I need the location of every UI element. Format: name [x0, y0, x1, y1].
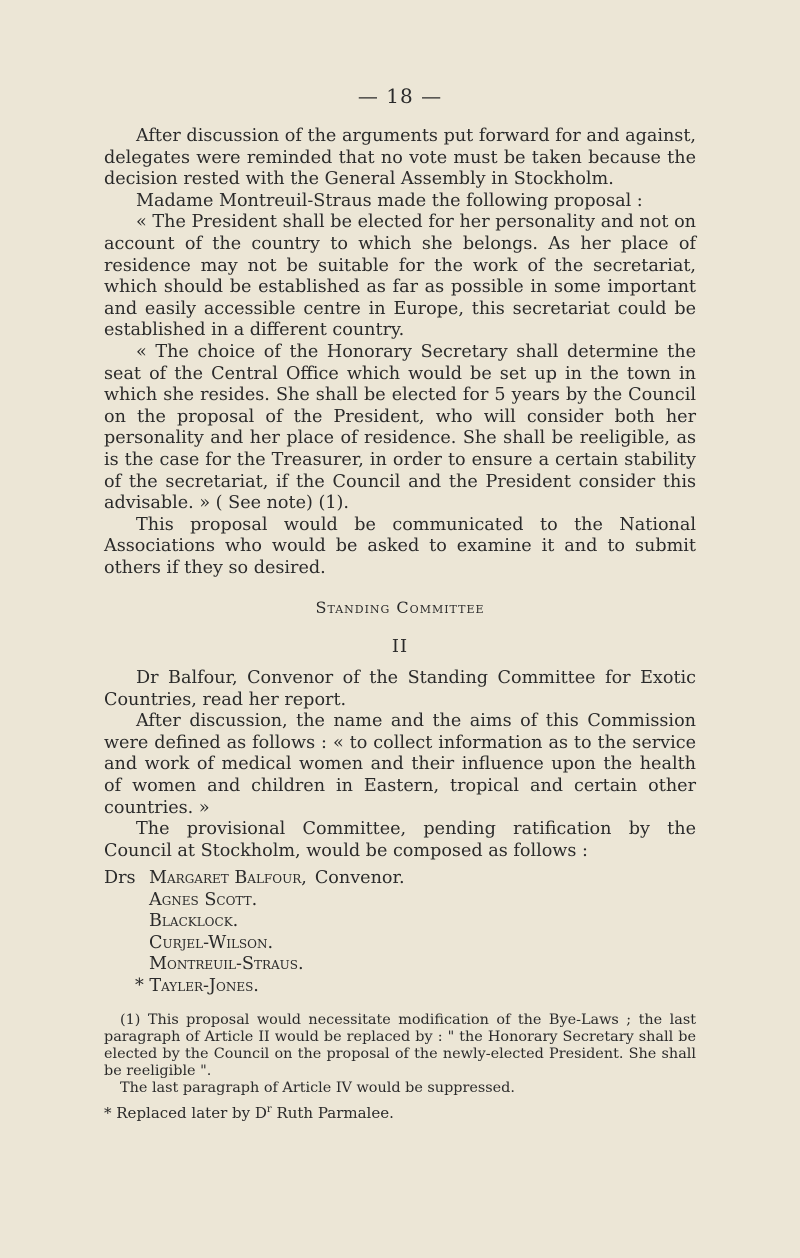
paragraph: « The President shall be elected for her personality and not on account of the country to which she belongs. As her place of residence may not be suitable for the work of the secretariat, which should be established as far as possible in some important and easily accessible centre in Europe, this secretariat could be established in a different country.	[104, 212, 696, 341]
section-number: II	[391, 636, 409, 657]
footnote: (1) This proposal would necessitate modification of the Bye-Laws ; the last paragraph of Article II would be replaced by : " the Honorary Secretary shall be elected by the Council on the proposal of the newly-elected President. She shall be reeligible ".	[104, 1012, 696, 1079]
paragraph: After discussion, the name and the aims of this Commission were defined as follows : « to collect information as to the service and work of medical women and their influence upon the health of women and children in Eastern, tropical and certain other countries. »	[104, 711, 696, 818]
member-name: Montreuil-Straus.	[149, 954, 304, 975]
committee-list	[104, 868, 405, 998]
section-text-block	[104, 668, 696, 862]
committee-row	[104, 976, 405, 998]
paragraph: Madame Montreuil-Straus made the following proposal :	[136, 190, 643, 211]
committee-row	[104, 911, 405, 933]
member-name: Margaret Balfour,	[149, 868, 307, 888]
member-name: Curjel-Wilson.	[149, 932, 274, 953]
paragraph: « The choice of the Honorary Secretary shall determine the seat of the Central Office which would be set up in the town in which she resides. She shall be elected for 5 years by the Council on the proposal of the President, who will consider both her personality and her place of residence. She shall be reeligible, as is the case for the Treasurer, in order to ensure a certain stability of the secretariat, if the Council and the President consider this advisable. » ( See note) (1).	[104, 341, 696, 514]
section-heading: Standing Committee	[315, 598, 485, 617]
committee-row	[104, 954, 405, 976]
paragraph: This proposal would be communicated to the National Associations who would be asked to examine it and to submit others if they so desired.	[104, 514, 696, 578]
committee-row	[104, 933, 405, 955]
committee-prefix: Drs	[104, 868, 136, 888]
committee-row	[104, 868, 405, 890]
committee-row	[104, 890, 405, 912]
member-role: Convenor.	[314, 868, 405, 888]
paragraph: The provisional Committee, pending ratification by the Council at Stockholm, would be composed as follows :	[104, 819, 696, 861]
member-name: * Tayler-Jones.	[135, 975, 259, 996]
paragraph: After discussion of the arguments put forward for and against, delegates were reminded that no vote must be taken because the decision rested with the General Assembly in Stockholm.	[104, 126, 696, 190]
page-number: — 18 —	[357, 84, 443, 108]
paragraph: Dr Balfour, Convenor of the Standing Committee for Exotic Countries, read her report.	[104, 668, 696, 710]
footnotes	[104, 1012, 696, 1097]
member-name: Blacklock.	[149, 911, 239, 932]
footnote: The last paragraph of Article IV would be suppressed.	[120, 1080, 515, 1096]
member-name: Agnes Scott.	[149, 889, 258, 910]
main-text-block	[104, 126, 696, 579]
replacement-note: * Replaced later by $D^r$ Ruth Parmalee.	[104, 1104, 394, 1122]
